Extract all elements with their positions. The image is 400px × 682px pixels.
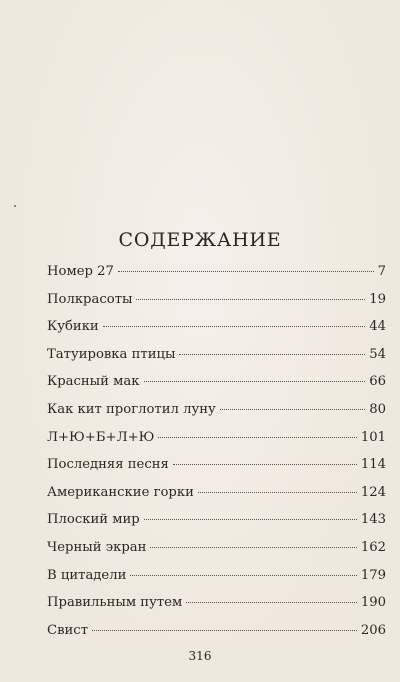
- toc-entry: [47, 455, 386, 483]
- toc-entry: [47, 372, 386, 400]
- toc-entry-page: 114: [360, 457, 386, 473]
- dot-leader: [150, 547, 356, 548]
- dot-leader: [136, 299, 365, 300]
- toc-title: СОДЕРЖАНИЕ: [118, 229, 282, 251]
- toc-entry-title: Как кит проглотил луну: [47, 401, 216, 417]
- toc-entry-page: 179: [360, 567, 386, 583]
- toc-entry: [47, 510, 386, 538]
- dot-leader: [130, 575, 356, 576]
- toc-entry-page: 7: [377, 264, 386, 279]
- toc-entry: [47, 290, 386, 318]
- toc-entry-title: Правильным путем: [47, 595, 183, 611]
- table-of-contents: [47, 262, 386, 648]
- toc-entry-page: 143: [360, 512, 386, 528]
- dot-leader: [144, 381, 366, 382]
- dot-leader: [158, 437, 356, 438]
- toc-entry: [47, 566, 386, 594]
- toc-entry-page: 162: [360, 539, 386, 555]
- toc-entry-page: 19: [369, 291, 386, 307]
- toc-entry-page: 54: [369, 346, 386, 362]
- toc-entry: [47, 345, 386, 373]
- toc-entry-title: Свист: [47, 622, 88, 638]
- toc-entry: [47, 317, 386, 345]
- toc-entry: [47, 262, 386, 290]
- toc-entry: [47, 593, 386, 621]
- dot-leader: [179, 354, 365, 355]
- toc-entry-page: 66: [369, 374, 386, 390]
- toc-entry: [47, 538, 386, 566]
- page-number: 316: [188, 649, 212, 663]
- dot-leader: [186, 602, 357, 603]
- toc-entry-title: Номер 27: [47, 264, 114, 279]
- toc-entry-title: Полкрасоты: [47, 291, 133, 307]
- toc-entry-page: 44: [369, 319, 386, 335]
- dot-leader: [220, 409, 365, 410]
- dot-leader: [118, 271, 374, 272]
- toc-entry-title: Американские горки: [47, 484, 194, 500]
- toc-entry-title: В цитадели: [47, 567, 127, 583]
- toc-entry-title: Л+Ю+Б+Л+Ю: [47, 429, 155, 445]
- toc-entry-title: Татуировка птицы: [47, 346, 176, 362]
- toc-entry-title: Плоский мир: [47, 512, 140, 528]
- toc-entry: [47, 428, 386, 456]
- toc-entry: [47, 400, 386, 428]
- toc-entry: [47, 621, 386, 649]
- dot-leader: [103, 326, 365, 327]
- dot-leader: [198, 492, 357, 493]
- paper-speck: [14, 205, 16, 207]
- dot-leader: [92, 630, 357, 631]
- toc-entry-page: 80: [369, 401, 386, 417]
- toc-entry: [47, 483, 386, 511]
- toc-entry-title: Кубики: [47, 319, 99, 335]
- toc-entry-title: Красный мак: [47, 374, 140, 390]
- toc-entry-page: 190: [360, 595, 386, 611]
- dot-leader: [173, 464, 357, 465]
- toc-entry-title: Черный экран: [47, 539, 147, 555]
- toc-entry-title: Последняя песня: [47, 457, 169, 473]
- dot-leader: [144, 519, 357, 520]
- toc-entry-page: 206: [360, 622, 386, 638]
- toc-entry-page: 101: [360, 429, 386, 445]
- toc-entry-page: 124: [360, 484, 386, 500]
